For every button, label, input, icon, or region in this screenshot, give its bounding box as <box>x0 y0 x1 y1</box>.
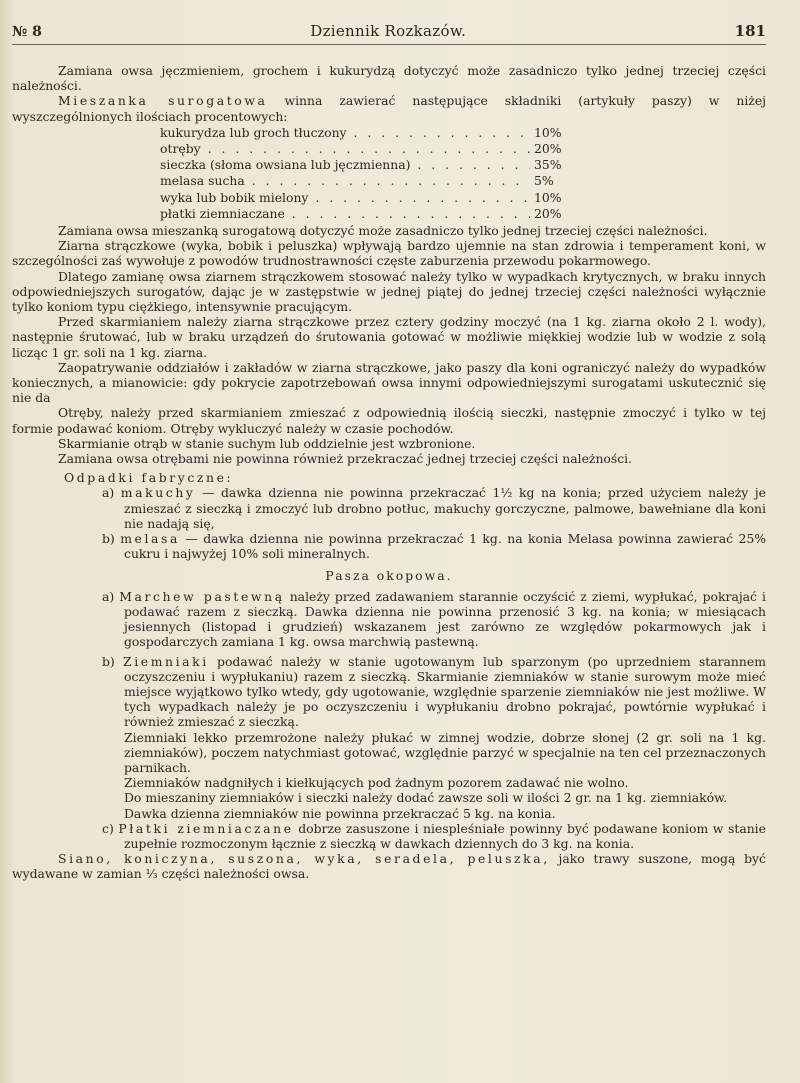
item-text: należy przed zadawaniem starannie oczyścić z ziemi, wypłukać, pokrajać i podawać razem z sieczką. Dawka dzienna nie powinna przenosić 3 kg. na konia; w miesiącach jesiennych (listopad i grudzień) wskazanem jest zarówno ze względów pokarmowych jak i gospodarczych zamiana 1 kg. owsa marchwią pastewną. <box>124 588 766 650</box>
item-mark: a) <box>102 588 115 604</box>
mixture-row <box>160 173 590 189</box>
mixture-value: 35% <box>534 157 562 173</box>
page-number: 181 <box>734 22 766 40</box>
mixture-name: melasa sucha . . . <box>160 173 530 189</box>
mieszanka-lead: Mieszanka surogatowa <box>58 93 268 109</box>
body-paragraph: Zaopatrywanie oddziałów i zakładów w ziarna strączkowe, jako paszy dla koni ograniczyć należy do wypadków koniecznych, a mianowicie: gdy pokrycie zapotrzebowań owsa innymi odpowiedniejszymi surogatami uskutecznić się nie da <box>12 359 766 406</box>
final-paragraph <box>12 851 766 881</box>
mieszanka-paragraph <box>12 93 766 123</box>
item-mark: c) <box>102 820 114 836</box>
journal-title: Dziennik Rozkazów. <box>310 22 467 40</box>
item-mark: b) <box>102 531 115 547</box>
okopowa-item <box>102 654 766 730</box>
body-paragraph: Skarmianie otrąb w stanie suchym lub oddzielnie jest wzbronione. <box>58 435 476 451</box>
item-text: dobrze zasuszone i niespleśniałe powinny być podawane koniom w stanie zupełnie rozmoczonym łącznie z sieczką w dawkach dziennych do 3 kg. na konia. <box>124 820 766 851</box>
mixture-value: 5% <box>534 173 554 189</box>
final-lead: Siano, koniczyna, suszona, wyka, seradela, peluszka, <box>58 851 550 867</box>
body-paragraph: Przed skarmianiem należy ziarna strączkowe przez cztery godziny moczyć (na 1 kg. ziarna około 2 l. wody), następnie śrutować, lub w braku urządzeń do śrutowania gotować w możliwie miękkiej wodzie lub w wodzie z solą licząc 1 gr. soli na 1 kg. ziarna. <box>12 314 766 360</box>
item-lead: Marchew pastewną <box>119 588 285 604</box>
mixture-list <box>160 125 590 222</box>
mixture-row <box>160 125 590 141</box>
mixture-row <box>160 141 590 157</box>
okopowa-note: Ziemniaki lekko przemrożone należy płukać w zimnej wodzie, dobrze słonej (2 gr. soli na 1 kg. ziemniaków), poczem natychmiast gotować, względnie parzyć w specjalnie na ten cel przeznaczonych parnikach. <box>124 729 766 775</box>
odpadki-heading: Odpadki fabryczne: <box>64 470 234 486</box>
body-paragraph: Ziarna strączkowe (wyka, bobik i peluszka) wpływają bardzo ujemnie na stan zdrowia i temperament koni, w szczególności zaś wywołuje z powodów trudnostrawności częste zaburzenia przewodu pokarmowego. <box>12 238 766 269</box>
odpadki-item <box>102 485 766 531</box>
mixture-name: sieczka (słoma owsiana lub jęczmienna) . . . <box>160 157 530 173</box>
intro-paragraph: Zamiana owsa jęczmieniem, grochem i kukurydzą dotyczyć może zasadniczo tylko jednej trzeciej części należności. <box>12 63 766 94</box>
mieszanka-text: winna zawierać następujące składniki (artykuły paszy) w niżej wyszczególnionych ilościach procentowych: <box>12 93 766 124</box>
mixture-name: kukurydza lub groch tłuczony . . . <box>160 125 530 141</box>
item-lead: Ziemniaki <box>122 653 209 669</box>
item-text: — dawka dzienna nie powinna przekraczać 1½ kg na konia; przed użyciem należy je zmieszać z sieczką i zmoczyć lub drobno potłuc, makuchy gorczyczne, palmowe, bawełniane dla koni nie nadają się, <box>124 485 766 531</box>
mixture-row <box>160 190 590 206</box>
okopowa-item <box>102 821 766 851</box>
mixture-value: 10% <box>534 189 562 205</box>
body-paragraph: Dlatego zamianę owsa ziarnem strączkowem stosować należy tylko w wypadkach krytycznych, w braku innych odpowiedniejszych surogatów, dając je w zastępstwie w jednej piątej do jednej trzeciej części należności wyłącznie tylko koniom typu ciężkiego, intensywnie pracującym. <box>12 268 766 315</box>
body-paragraph: Zamiana owsa mieszanką surogatową dotyczyć może zasadniczo tylko jednej trzeciej części należności. <box>58 223 708 239</box>
item-text: podawać należy w stanie ugotowanym lub sparzonym (po uprzedniem starannem oczyszczeniu i wypłukaniu) razem z sieczką. Skarmianie ziemniaków w stanie surowym może mieć miejsce wyjątkowo tylko wtedy, gdy ugotowanie, względnie sparzenie ziemniaków nie jest możliwe. W tych wypadkach należy je po oczyszczeniu i wypłukaniu drobno pokrajać, powtórnie wypłukać i również zmieszać z sieczką. <box>124 653 766 730</box>
mixture-name: otręby . . . <box>160 141 530 157</box>
item-lead: makuchy <box>120 485 196 501</box>
okopowa-list <box>102 589 766 851</box>
mixture-name: wyka lub bobik mielony . . . <box>160 190 530 206</box>
final-text: jako trawy suszone, mogą być wydawane w zamian ⅓ części należności owsa. <box>12 851 766 882</box>
mixture-value: 20% <box>534 205 562 221</box>
mixture-row <box>160 206 590 222</box>
okopowa-item <box>102 589 766 650</box>
mixture-row <box>160 157 590 173</box>
okopowa-heading: Pasza okopowa. <box>325 567 453 583</box>
mixture-name: płatki ziemniaczane . . . <box>160 206 530 222</box>
mixture-value: 10% <box>534 124 562 140</box>
body-paragraph: Zamiana owsa otrębami nie powinna również przekraczać jednej trzeciej części należności. <box>58 451 633 467</box>
item-mark: a) <box>102 485 115 501</box>
item-lead: melasa <box>120 531 180 547</box>
item-mark: b) <box>102 653 115 669</box>
okopowa-note: Do mieszaniny ziemniaków i sieczki należy dodać zawsze soli w ilości 2 gr. na 1 kg. ziemniaków. <box>124 790 728 806</box>
okopowa-note: Dawka dzienna ziemniaków nie powinna przekraczać 5 kg. na konia. <box>124 805 556 821</box>
okopowa-note: Ziemniaków nadgniłych i kiełkujących pod żadnym pozorem zadawać nie wolno. <box>124 775 629 791</box>
odpadki-item <box>102 531 766 561</box>
page-header <box>12 22 766 45</box>
issue-number: № 8 <box>12 24 42 40</box>
body-paragraph: Otręby, należy przed skarmianiem zmieszać z odpowiednią ilością sieczki, następnie zmoczyć i tylko w tej formie podawać koniom. Otręby wykluczyć należy w czasie pochodów. <box>12 405 766 436</box>
item-lead: Płatki ziemniaczane <box>118 820 294 836</box>
item-text: — dawka dzienna nie powinna przekraczać 1 kg. na konia Melasa powinna zawierać 25% cukru i najwyżej 10% soli mineralnych. <box>124 531 766 562</box>
odpadki-list <box>102 485 766 561</box>
mixture-value: 20% <box>534 141 562 157</box>
